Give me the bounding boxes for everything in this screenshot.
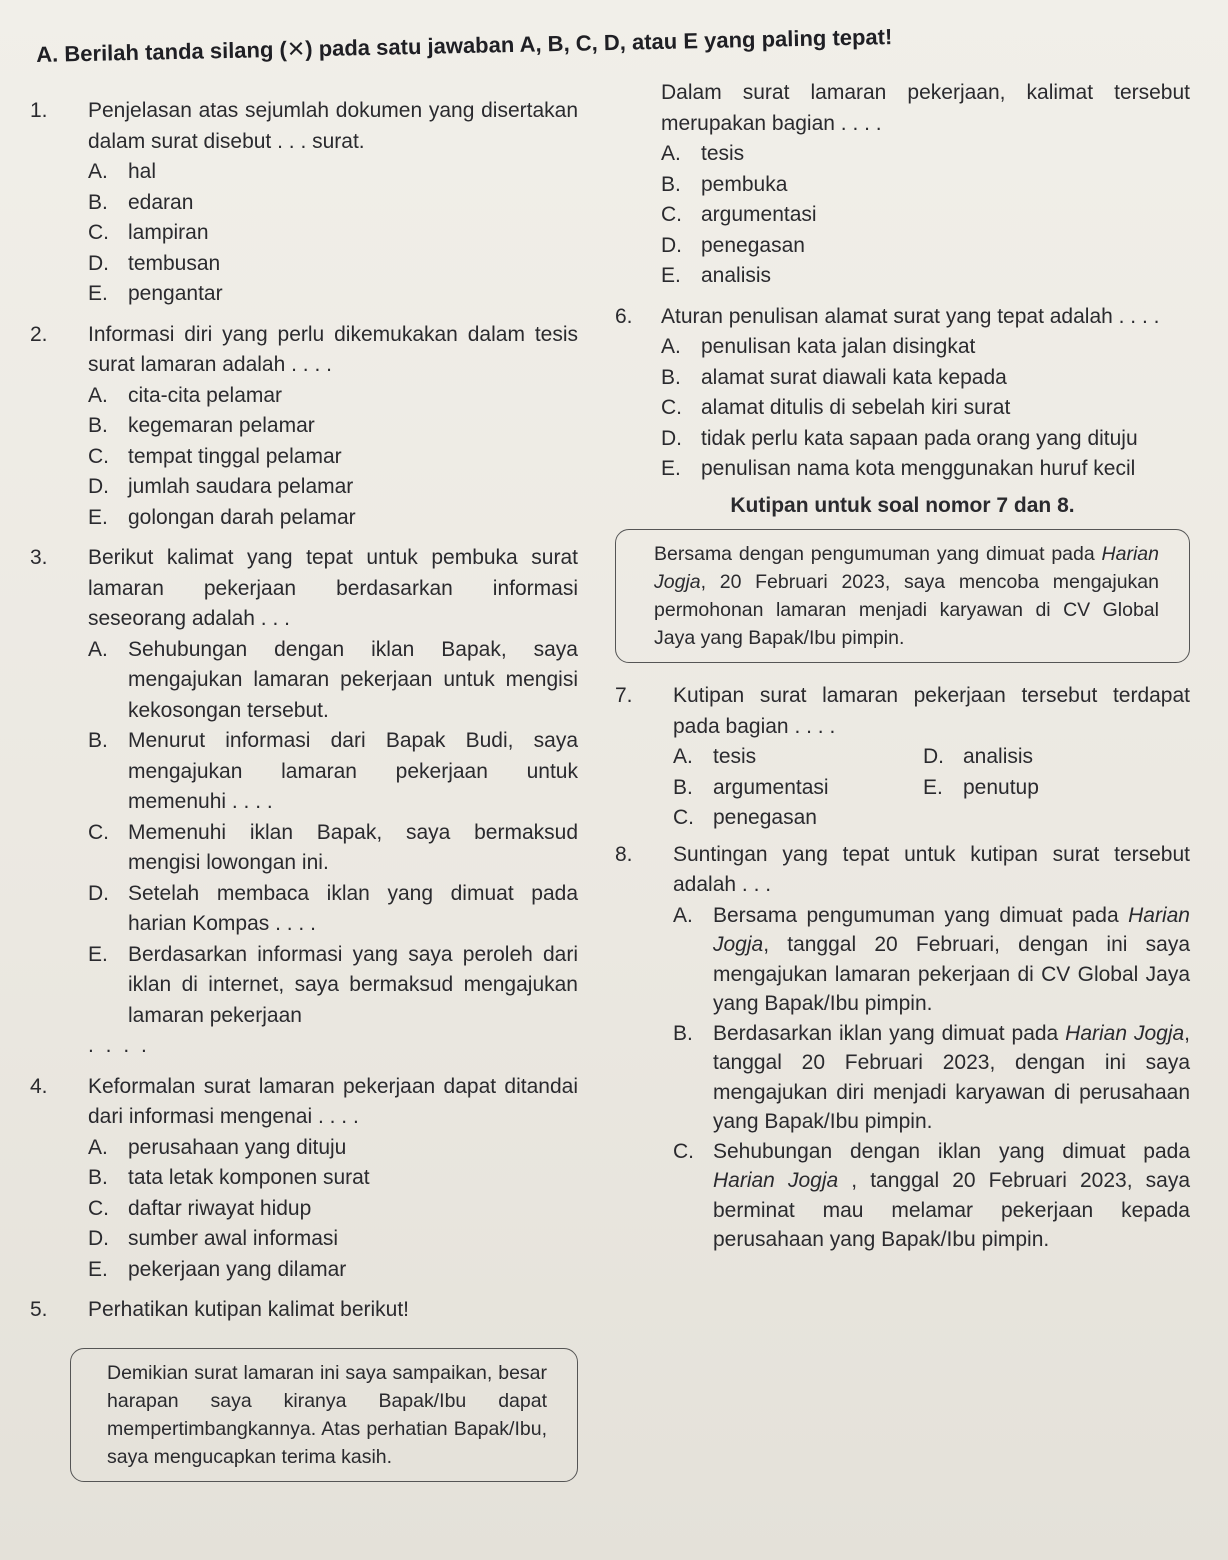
option-d[interactable] [661, 424, 1190, 455]
option-text: penutup [963, 775, 1039, 799]
option-d[interactable] [88, 472, 578, 503]
question-2 [30, 320, 578, 534]
option-d[interactable] [88, 249, 578, 280]
option-text: Berdasarkan informasi yang saya peroleh dari iklan di internet, saya bermaksud mengajukan lamaran pekerjaan [128, 942, 578, 1027]
option-d[interactable] [661, 231, 1190, 262]
option-text: tempat tinggal pelamar [128, 444, 342, 468]
option-text [713, 1137, 1190, 1255]
newspaper-name: Harian Jogja [1065, 1021, 1185, 1045]
question-5-continued [615, 78, 1190, 292]
option-a[interactable] [661, 139, 1190, 170]
option-c[interactable] [673, 803, 923, 834]
question-text: Kutipan surat lamaran pekerjaan tersebut terdapat pada bagian . . . . [673, 684, 1190, 738]
option-letter: E. [88, 505, 108, 529]
option-letter: B. [88, 414, 108, 437]
option-d[interactable] [88, 879, 578, 940]
option-letter: C. [661, 396, 682, 419]
kutipan-title: Kutipan untuk soal nomor 7 dan 8. [730, 493, 1075, 517]
option-text: pengantar [128, 282, 223, 305]
option-text-part: Bersama pengumuman yang dimuat pada [713, 903, 1129, 927]
option-text: tata letak komponen surat [128, 1166, 370, 1189]
option-text: jumlah saudara pelamar [128, 475, 354, 498]
option-a[interactable] [88, 381, 578, 412]
option-a[interactable] [673, 901, 1190, 1019]
trailing-dots: . . . . [88, 1034, 150, 1057]
question-number: 6. [615, 304, 633, 328]
option-a[interactable] [661, 332, 1190, 363]
kutipan-box [615, 529, 1190, 663]
option-text: alamat surat diawali kata kepada [701, 365, 1007, 389]
option-a[interactable] [88, 635, 578, 727]
option-text-part: Sehubungan dengan iklan yang dimuat pada [713, 1139, 1190, 1163]
option-b[interactable] [88, 411, 578, 442]
option-letter: A. [88, 637, 108, 661]
option-letter: D. [661, 233, 682, 257]
option-text: sumber awal informasi [128, 1227, 339, 1250]
option-letter: B. [88, 190, 108, 214]
question-number: 1. [30, 99, 48, 122]
option-c[interactable] [661, 200, 1190, 231]
newspaper-name: Harian Jogja [713, 1169, 839, 1192]
option-e[interactable] [923, 773, 1190, 804]
option-text: edaran [128, 190, 194, 214]
newspaper-name: Harian Jogja [713, 903, 1190, 956]
question-continuation: Dalam surat lamaran pekerjaan, kalimat tersebut merupakan bagian . . . . [661, 81, 1190, 135]
option-b[interactable] [88, 1163, 578, 1194]
option-letter: D. [661, 426, 682, 450]
kutipan-text: , 20 Februari 2023, saya mencoba mengajukan permohonan lamaran menjadi karyawan di CV Global Jaya yang Bapak/Ibu pimpin. [654, 571, 1159, 649]
question-number: 8. [615, 842, 633, 866]
option-c[interactable] [661, 393, 1190, 424]
option-letter: E. [88, 942, 108, 966]
question-text: Keformalan surat lamaran pekerjaan dapat ditandai dari informasi mengenai . . . . [88, 1074, 578, 1128]
question-8 [615, 840, 1190, 1255]
option-b[interactable] [661, 170, 1190, 201]
option-a[interactable] [88, 157, 578, 188]
option-text: lampiran [128, 221, 209, 244]
question-1 [30, 96, 578, 310]
option-letter: A. [673, 903, 693, 927]
option-a[interactable] [673, 742, 923, 773]
option-c[interactable] [88, 218, 578, 249]
option-letter: C. [88, 1196, 109, 1220]
option-text-part: Berdasarkan iklan yang dimuat pada [713, 1021, 1066, 1045]
option-text: Memenuhi iklan Bapak, saya bermaksud mengisi lowongan ini. [128, 820, 578, 874]
option-text: penegasan [701, 233, 805, 257]
option-letter: B. [673, 1021, 693, 1045]
option-letter: C. [673, 806, 694, 829]
option-b[interactable] [673, 773, 923, 804]
option-text: pembuka [701, 172, 788, 196]
option-text-part: , tanggal 20 Februari 2023, dengan ini saya mengajukan diri menjadi karyawan di perusahaan yang Bapak/Ibu pimpin. [713, 1021, 1191, 1133]
option-letter: E. [661, 264, 681, 287]
option-text: cita-cita pelamar [128, 383, 283, 407]
question-text: Suntingan yang tepat untuk kutipan surat tersebut adalah . . . [673, 842, 1190, 896]
option-text: kegemaran pelamar [128, 414, 315, 437]
option-text: argumentasi [713, 775, 829, 799]
option-text: analisis [963, 745, 1034, 768]
option-letter: C. [88, 221, 109, 244]
option-text: penegasan [713, 806, 817, 829]
option-letter: A. [88, 383, 108, 407]
option-b[interactable] [88, 188, 578, 219]
question-5 [30, 1295, 578, 1482]
option-letter: A. [673, 745, 693, 768]
option-d[interactable] [923, 742, 1190, 773]
option-text: Menurut informasi dari Bapak Budi, saya mengajukan lamaran pekerjaan untuk memenuhi . . . . [128, 729, 578, 813]
option-e[interactable] [88, 1255, 578, 1286]
question-number: 3. [30, 546, 48, 569]
option-letter: A. [88, 1135, 108, 1159]
option-text [713, 901, 1190, 1019]
option-letter: C. [88, 820, 109, 844]
option-letter: C. [88, 444, 109, 468]
option-e[interactable] [88, 503, 578, 534]
question-number: 2. [30, 322, 48, 346]
option-letter: D. [923, 745, 944, 768]
section-instruction: A. Berilah tanda silang (✕) pada satu jawaban A, B, C, D, atau E yang paling tepat! [36, 24, 893, 67]
option-b[interactable] [661, 363, 1190, 394]
option-letter: A. [88, 160, 108, 183]
newspaper-name: Harian Jogja [654, 543, 1159, 593]
option-e[interactable] [661, 261, 1190, 292]
question-text: Aturan penulisan alamat surat yang tepat adalah . . . . [661, 304, 1160, 328]
question-text: Penjelasan atas sejumlah dokumen yang disertakan dalam surat disebut . . . surat. [88, 99, 578, 153]
option-c[interactable] [88, 818, 578, 879]
option-text: tesis [713, 745, 757, 768]
option-letter: D. [88, 1227, 109, 1250]
question-text: Berikut kalimat yang tepat untuk pembuka surat lamaran pekerjaan berdasarkan informasi seseorang adalah . . . [88, 546, 578, 630]
option-text: Setelah membaca iklan yang dimuat pada harian Kompas . . . . [128, 881, 578, 935]
option-c[interactable] [673, 1137, 1190, 1255]
option-text-part: , tanggal 20 Februari 2023, saya berminat mau melamar pekerjaan kepada perusahaan yang Bapak/Ibu pimpin. [713, 1169, 1190, 1251]
option-text: tesis [701, 142, 745, 165]
option-b[interactable] [88, 726, 578, 818]
option-text [713, 1019, 1190, 1137]
option-letter: B. [661, 172, 681, 196]
quote-box: Demikian surat lamaran ini saya sampaikan, besar harapan saya kiranya Bapak/Ibu dapat mempertimbangkannya. Atas perhatian Bapak/Ibu, saya mengucapkan terima kasih. [70, 1348, 578, 1482]
option-text: golongan darah pelamar [128, 505, 356, 529]
question-number: 5. [30, 1298, 48, 1321]
option-text: daftar riwayat hidup [128, 1196, 312, 1220]
question-6 [615, 302, 1190, 485]
question-3 [30, 543, 578, 1062]
option-letter: D. [88, 881, 109, 905]
option-text: pekerjaan yang dilamar [128, 1257, 347, 1281]
option-text: analisis [701, 264, 772, 287]
option-letter: B. [661, 365, 681, 389]
option-letter: B. [673, 775, 693, 799]
option-b[interactable] [673, 1019, 1190, 1137]
option-letter: C. [661, 203, 682, 226]
right-column [615, 78, 1190, 1261]
option-text: penulisan nama kota menggunakan huruf kecil [701, 457, 1136, 480]
option-letter: B. [88, 729, 108, 752]
option-text: penulisan kata jalan disingkat [701, 335, 976, 358]
question-7 [615, 681, 1190, 834]
option-text: hal [128, 160, 157, 183]
question-text: Perhatikan kutipan kalimat berikut! [88, 1298, 409, 1321]
option-letter: D. [88, 475, 109, 498]
left-column [30, 96, 578, 1492]
option-letter: D. [88, 251, 109, 275]
option-text: Sehubungan dengan iklan Bapak, saya mengajukan lamaran pekerjaan untuk mengisi kekosongan tersebut. [128, 637, 578, 722]
option-e[interactable] [88, 940, 578, 1032]
option-e[interactable] [661, 454, 1190, 485]
question-number: 4. [30, 1074, 48, 1098]
option-text: alamat ditulis di sebelah kiri surat [701, 396, 1011, 419]
option-a[interactable] [88, 1133, 578, 1164]
option-letter: B. [88, 1166, 108, 1189]
option-text: tembusan [128, 251, 221, 275]
option-letter: E. [88, 282, 108, 305]
question-text: Informasi diri yang perlu dikemukakan dalam tesis surat lamaran adalah . . . . [88, 322, 578, 376]
option-letter: E. [661, 457, 681, 480]
option-letter: E. [923, 775, 943, 799]
question-number: 7. [615, 684, 633, 707]
kutipan-text: Bersama dengan pengumuman yang dimuat pada [654, 543, 1102, 565]
option-c[interactable] [88, 1194, 578, 1225]
option-text: tidak perlu kata sapaan pada orang yang dituju [701, 426, 1138, 450]
option-text: argumentasi [701, 203, 817, 226]
option-letter: A. [661, 142, 681, 165]
option-d[interactable] [88, 1224, 578, 1255]
option-letter: C. [673, 1139, 694, 1163]
option-text-part: , tanggal 20 Februari, dengan ini saya mengajukan lamaran pekerjaan di CV Global Jaya yang Bapak/Ibu pimpin. [713, 933, 1190, 1015]
question-4 [30, 1072, 578, 1286]
option-text: perusahaan yang dituju [128, 1135, 347, 1159]
option-letter: E. [88, 1257, 108, 1281]
option-letter: A. [661, 335, 681, 358]
option-e[interactable] [88, 279, 578, 310]
option-c[interactable] [88, 442, 578, 473]
